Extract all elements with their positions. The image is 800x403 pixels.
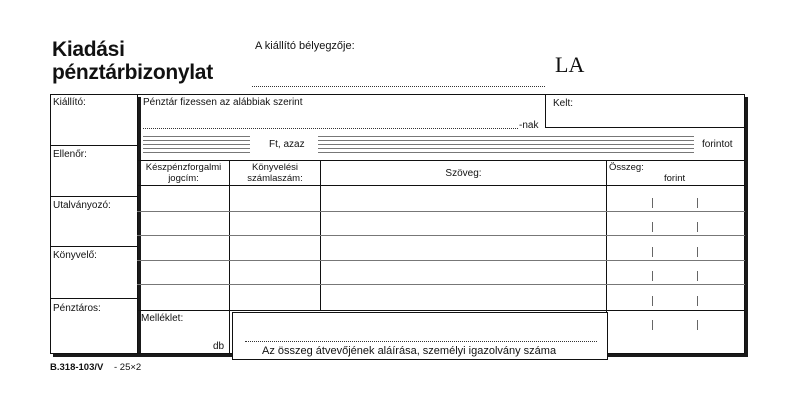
amount-tick [697,320,698,330]
amount-tick [697,247,698,257]
date-box [545,94,745,128]
words-line [318,152,694,153]
amount-tick [697,296,698,306]
label-cashier: Pénztáros: [53,303,101,314]
amount-tick [697,222,698,232]
form-title-line2: pénztárbizonylat [52,61,213,84]
amount-line [143,152,250,153]
label-issuer: Kiállító: [53,97,86,108]
attachment-db: db [213,341,225,352]
col-header-account: Könyvelési számlaszám: [247,162,303,184]
divider [50,298,138,299]
left-signature-column [50,94,138,354]
payee-dotted-line[interactable] [143,128,518,129]
amount-tick [652,222,653,232]
attachment-divider [229,310,230,354]
forintot-label: forintot [702,139,733,150]
words-line [318,140,694,141]
amount-tick [697,198,698,208]
words-line [318,148,694,149]
table-row-line [137,284,745,285]
label-checker: Ellenőr: [53,149,87,160]
amount-line [143,148,250,149]
words-line [318,144,694,145]
amount-line [143,144,250,145]
stamp-dotted-line [252,86,545,87]
col-header-text: Szöveg: [445,168,482,179]
divider [50,246,138,247]
amount-tick [697,271,698,281]
form-title-line1: Kiadási [52,38,125,61]
amount-tick [652,198,653,208]
form-count: - 25×2 [114,362,142,373]
divider [50,145,138,146]
attachment-label: Melléklet: [141,313,184,324]
date-label: Kelt: [553,98,574,109]
amount-tick [652,320,653,330]
amount-tick [652,271,653,281]
payment-instruction: Pénztár fizessen az alábbiak szerint [143,97,303,108]
ft-azaz-label: Ft, azaz [269,139,305,150]
signature-dotted-line[interactable] [245,341,597,342]
table-row-line [137,260,745,261]
form-code: B.318-103/V [50,362,104,373]
amount-line [143,140,250,141]
nak-suffix: -nak [519,120,539,131]
table-row-line [137,211,745,212]
amount-tick [652,247,653,257]
signature-caption: Az összeg átvevőjének aláírása, személyi igazolvány száma [262,345,557,357]
divider [50,196,138,197]
amount-tick [652,296,653,306]
stamp-code: LA [555,52,585,77]
col-header-cash-flow: Készpénzforgalmi jogcím: [145,162,222,184]
table-row-line [137,235,745,236]
amount-line [143,136,250,137]
label-authorizer: Utalványozó: [53,200,111,211]
stamp-label: A kiállító bélyegzője: [255,40,355,52]
col-header-amount-unit: forint [664,173,686,184]
words-line [318,136,694,137]
label-accountant: Könyvelő: [53,250,97,261]
col-header-amount: Összeg: [609,162,644,173]
